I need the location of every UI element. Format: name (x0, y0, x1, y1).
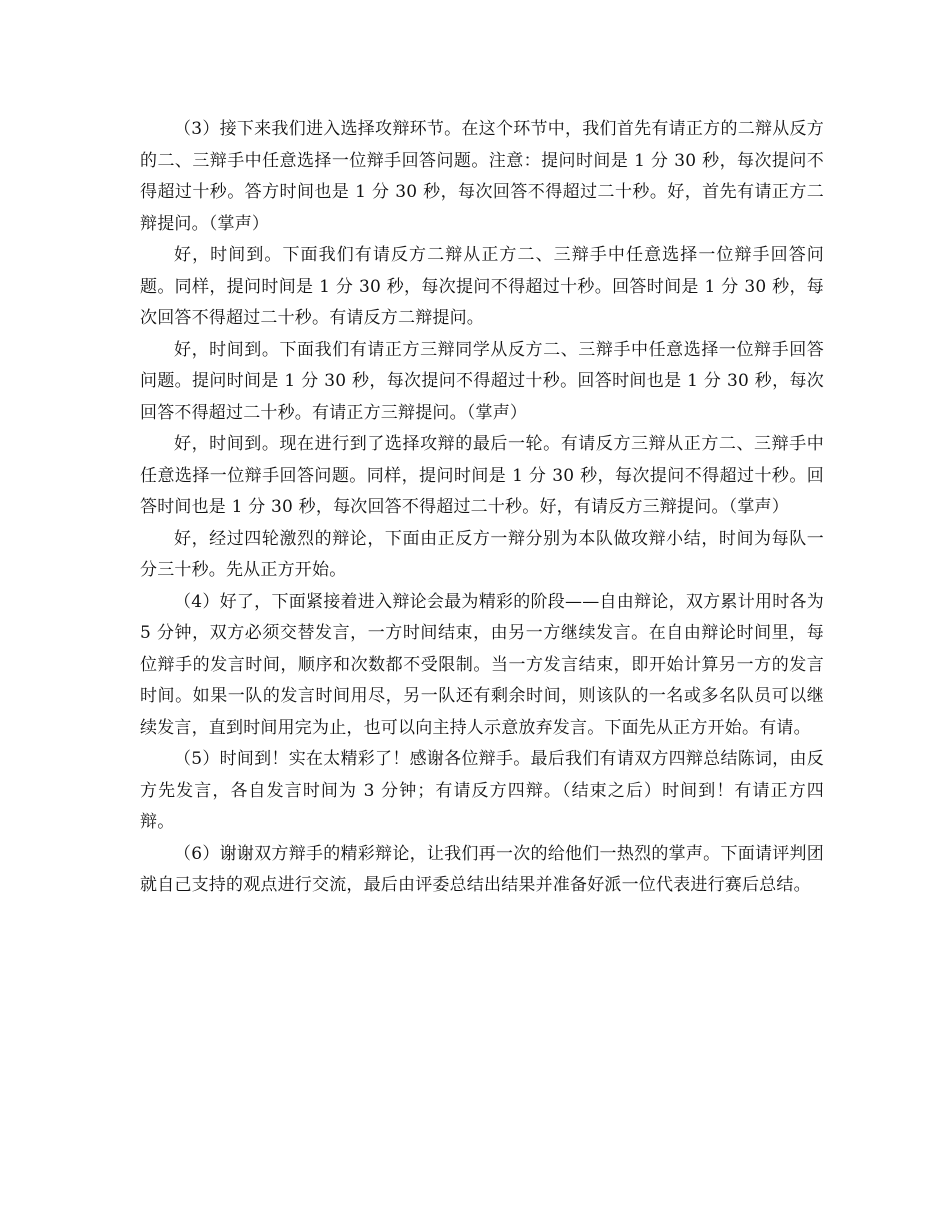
paragraph-2: 好，时间到。下面我们有请反方二辩从正方二、三辩手中任意选择一位辩手回答问题。同样，提问时间是 1 分 30 秒，每次提问不得超过十秒。回答时间是 1 分 30 秒，每次回答不得超过二十秒。有请反方二辩提问。 (140, 245, 824, 328)
paragraph-8: （6）谢谢双方辩手的精彩辩论，让我们再一次的给他们一热烈的掌声。下面请评判团就自己支持的观点进行交流，最后由评委总结出结果并准备好派一位代表进行赛后总结。 (140, 843, 824, 895)
paragraph-6: （4）好了，下面紧接着进入辩论会最为精彩的阶段——自由辩论，双方累计用时各为 5 分钟，双方必须交替发言，一方时间结束，由另一方继续发言。在自由辩论时间里，每位辩手的发言时间，顺序和次数都不受限制。当一方发言结束，即开始计算另一方的发言时间。如果一队的发言时间用尽，另一队还有剩余时间，则该队的一名或多名队员可以继续发言，直到时间用完为止，也可以向主持人示意放弃发言。下面先从正方开始。有请。 (140, 591, 824, 738)
paragraph-4: 好，时间到。现在进行到了选择攻辩的最后一轮。有请反方三辩从正方二、三辩手中任意选择一位辩手回答问题。同样，提问时间是 1 分 30 秒，每次提问不得超过十秒。回答时间也是 1 分 30 秒，每次回答不得超过二十秒。好，有请反方三辩提问。（掌声） (140, 434, 824, 517)
paragraph-5: 好，经过四轮激烈的辩论，下面由正反方一辩分别为本队做攻辩小结，时间为每队一分三十秒。先从正方开始。 (140, 528, 824, 580)
document-body (140, 114, 824, 902)
paragraph-3: 好，时间到。下面我们有请正方三辩同学从反方二、三辩手中任意选择一位辩手回答问题。提问时间是 1 分 30 秒，每次提问不得超过十秒。回答时间也是 1 分 30 秒，每次回答不得超过二十秒。有请正方三辩提问。（掌声） (140, 339, 824, 423)
paragraph-7: （5）时间到！实在太精彩了！感谢各位辩手。最后我们有请双方四辩总结陈词，由反方先发言，各自发言时间为 3 分钟；有请反方四辩。（结束之后）时间到！有请正方四辩。 (140, 749, 824, 832)
paragraph-1: （3）接下来我们进入选择攻辩环节。在这个环节中，我们首先有请正方的二辩从反方的二、三辩手中任意选择一位辩手回答问题。注意：提问时间是 1 分 30 秒，每次提问不得超过十秒。答方时间也是 1 分 30 秒，每次回答不得超过二十秒。好，首先有请正方二辩提问。（掌声） (140, 119, 824, 234)
